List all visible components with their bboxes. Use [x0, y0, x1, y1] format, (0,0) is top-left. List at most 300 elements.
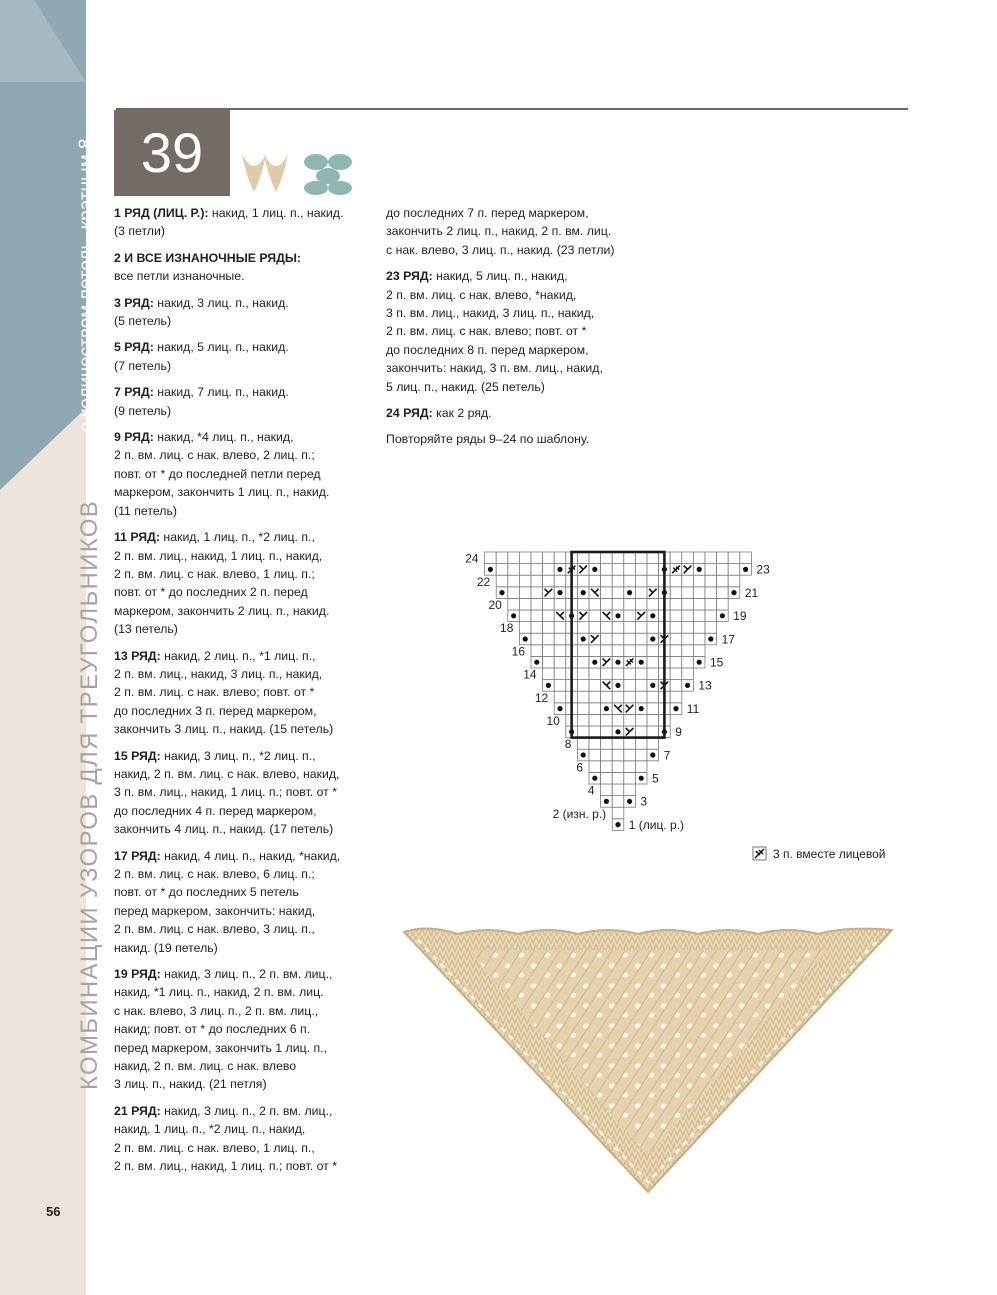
- chart-cell: [589, 749, 601, 761]
- chart-cell: [508, 575, 520, 587]
- chart-cell: [577, 703, 589, 715]
- chart-cell: [601, 691, 613, 703]
- row-label: 9 РЯД:: [114, 430, 154, 445]
- chart-cell: [519, 564, 531, 576]
- row-label: 2 И ВСЕ ИЗНАНОЧНЫЕ РЯДЫ:: [114, 250, 301, 265]
- instruction-line: перед маркером, закончить 1 лиц. п.,: [114, 1040, 327, 1055]
- chart-cell: [635, 575, 647, 587]
- yarn-over-symbol: [615, 822, 620, 827]
- pattern-number: 39: [114, 110, 230, 196]
- chart-cell: [612, 796, 624, 808]
- row-number: 9: [675, 725, 682, 740]
- difficulty-icons: [240, 152, 360, 196]
- chart-cell: [601, 564, 613, 576]
- chart-cell: [612, 633, 624, 645]
- chart-cell: [589, 622, 601, 634]
- instruction-paragraph: [114, 528, 376, 638]
- chart-cell: [554, 633, 566, 645]
- chart-cell: [577, 714, 589, 726]
- chart-cell: [554, 656, 566, 668]
- chart-cell: [624, 564, 636, 576]
- chart-cell: [705, 598, 717, 610]
- chart-cell: [624, 691, 636, 703]
- chart-cell: [635, 598, 647, 610]
- chart-cell: [647, 691, 659, 703]
- instruction-line: 2 п. вм. лиц., накид, 3 лиц. п., накид,: [114, 666, 323, 681]
- row-label: 13 РЯД:: [114, 648, 161, 663]
- chart-cell: [647, 738, 659, 750]
- chart-cell: [485, 552, 497, 564]
- yarn-over-symbol: [697, 567, 702, 572]
- chart-cell: [531, 564, 543, 576]
- instruction-paragraph: [386, 267, 648, 396]
- instruction-line: до последних 7 п. перед маркером,: [386, 206, 589, 220]
- yarn-over-symbol: [720, 613, 725, 618]
- chart-cell: [624, 668, 636, 680]
- chart-cell: [647, 622, 659, 634]
- chart-cell: [728, 552, 740, 564]
- chart-cell: [647, 714, 659, 726]
- chart-cell: [577, 668, 589, 680]
- row-number: 6: [576, 760, 583, 775]
- chart-cell: [717, 587, 729, 599]
- chart-cell: [508, 552, 520, 564]
- chart-cell: [705, 552, 717, 564]
- chart-cell: [647, 645, 659, 657]
- chart-cell: [624, 738, 636, 750]
- chart-cell: [601, 598, 613, 610]
- yarn-over-symbol: [615, 729, 620, 734]
- chart-cell: [589, 691, 601, 703]
- purl-stitch-icon: [304, 154, 352, 195]
- chart-cell: [531, 633, 543, 645]
- chart-cell: [496, 564, 508, 576]
- chart-cell: [717, 552, 729, 564]
- chart-cell: [519, 575, 531, 587]
- chart-cell: [531, 575, 543, 587]
- chart-cell: [682, 587, 694, 599]
- instruction-line: Повторяйте ряды 9–24 по шаблону.: [386, 432, 590, 447]
- chart-cell: [589, 714, 601, 726]
- yarn-over-symbol: [615, 683, 620, 688]
- instruction-line: как 2 ряд.: [432, 406, 492, 421]
- chart-cell: [601, 645, 613, 657]
- chart-cell: [624, 622, 636, 634]
- chart-cell: [612, 784, 624, 796]
- yarn-over-symbol: [592, 567, 597, 572]
- section-title: КОМБИНАЦИИ УЗОРОВ ДЛЯ ТРЕУГОЛЬНИКОВ: [76, 499, 103, 1090]
- chart-cell: [543, 575, 555, 587]
- chart-cell: [519, 598, 531, 610]
- chart-cell: [670, 575, 682, 587]
- yarn-over-symbol: [639, 776, 644, 781]
- instruction-line: накид, 5 лиц. п., накид.: [153, 340, 289, 355]
- chart-cell: [670, 622, 682, 634]
- row-number: 4: [587, 783, 595, 798]
- chart-cell: [705, 610, 717, 622]
- chart-cell: [589, 668, 601, 680]
- row-number: 24: [465, 551, 479, 566]
- instructions-left-column: [114, 204, 376, 1184]
- instruction-line: накид, 2 п. вм. лиц. с нак. влево, накид,: [114, 766, 340, 781]
- chart-cell: [647, 656, 659, 668]
- yarn-over-symbol: [639, 660, 644, 665]
- instruction-line: до последних 8 п. перед маркером,: [386, 342, 589, 357]
- row-number: 22: [476, 574, 491, 589]
- yarn-over-symbol: [557, 706, 562, 711]
- yarn-over-symbol: [731, 590, 736, 595]
- chart-cell: [682, 656, 694, 668]
- yarn-over-symbol: [650, 683, 655, 688]
- row-number: 17: [721, 632, 735, 647]
- chart-cell: [531, 552, 543, 564]
- chart-cell: [612, 645, 624, 657]
- chart-cell: [670, 691, 682, 703]
- chart-cell: [612, 564, 624, 576]
- chart-cell: [635, 726, 647, 738]
- header-rule: [116, 108, 908, 110]
- chart-cell: [693, 552, 705, 564]
- chart-cell: [635, 714, 647, 726]
- chart-cell: [635, 645, 647, 657]
- instruction-line: 2 п. вм. лиц., накид, 1 лиц. п., накид,: [114, 548, 323, 563]
- instruction-line: 2 п. вм. лиц. с нак. влево; повт. от *: [386, 324, 587, 339]
- chart-cell: [601, 633, 613, 645]
- chart-cell: [635, 633, 647, 645]
- row-label: 1 РЯД (ЛИЦ. Р.):: [114, 206, 209, 220]
- chart-cell: [635, 761, 647, 773]
- instruction-line: накид, 2 п. вм. лиц. с нак. влево: [114, 1059, 297, 1074]
- chart-cell: [682, 645, 694, 657]
- instruction-line: накид, *1 лиц. п., накид, 2 п. вм. лиц.: [114, 985, 324, 1000]
- row-number: 15: [710, 655, 724, 670]
- chart-cell: [670, 633, 682, 645]
- instruction-line: до последних 4 п. перед маркером,: [114, 803, 317, 818]
- instruction-line: маркером, закончить 2 лиц. п., накид.: [114, 603, 330, 618]
- chart-cell: [601, 772, 613, 784]
- row-label: 21 РЯД:: [114, 1103, 161, 1118]
- chart-cell: [543, 622, 555, 634]
- instruction-line: все петли изнаночные.: [114, 269, 245, 284]
- chart-cell: [554, 552, 566, 564]
- chart-cell: [670, 656, 682, 668]
- chart-cell: [589, 645, 601, 657]
- chart-cell: [601, 622, 613, 634]
- chart-cell: [717, 598, 729, 610]
- chart-cell: [508, 587, 520, 599]
- instruction-line: (11 петель): [114, 503, 177, 518]
- row-number: 20: [488, 598, 502, 612]
- yarn-over-symbol: [685, 683, 690, 688]
- section-subtitle: с количеством петель, кратным 8: [76, 138, 97, 432]
- instruction-line: закончить 3 лиц. п., накид. (15 петель): [114, 722, 334, 737]
- yarn-over-symbol: [592, 776, 597, 781]
- legend-label: 3 п. вместе лицевой: [773, 847, 886, 861]
- chart-cell: [589, 610, 601, 622]
- chart-cell: [577, 552, 589, 564]
- instruction-line: накид, 4 лиц. п., накид, *накид,: [160, 848, 341, 863]
- chart-cell: [554, 575, 566, 587]
- chart-cell: [635, 622, 647, 634]
- instruction-line: 2 п. вм. лиц. с нак. влево, *накид,: [386, 287, 577, 302]
- instruction-line: накид, 1 лиц. п., *2 лиц. п.,: [160, 530, 315, 545]
- chart-cell: [531, 645, 543, 657]
- chart-cell: [612, 622, 624, 634]
- chart-cell: [577, 575, 589, 587]
- row-number: 13: [698, 678, 712, 693]
- chart-cell: [496, 552, 508, 564]
- chart-cell: [577, 598, 589, 610]
- chart-cell: [682, 668, 694, 680]
- row-label: 3 РЯД:: [114, 295, 154, 310]
- instruction-line: 2 п. вм. лиц. с нак. влево, 2 лиц. п.;: [114, 448, 315, 463]
- chart-cell: [531, 622, 543, 634]
- row-label: 11 РЯД:: [114, 530, 161, 545]
- chart-cell: [705, 622, 717, 634]
- instruction-line: накид, 5 лиц. п., накид,: [432, 269, 568, 284]
- chart-cell: [624, 761, 636, 773]
- yarn-over-symbol: [708, 636, 713, 641]
- yarn-over-symbol: [604, 799, 609, 804]
- chart-cell: [612, 668, 624, 680]
- chart-cell: [589, 738, 601, 750]
- yarn-over-symbol: [523, 636, 528, 641]
- stitch-chart: [440, 545, 910, 905]
- yarn-over-symbol: [627, 799, 632, 804]
- chart-cell: [601, 668, 613, 680]
- chart-cell: [624, 749, 636, 761]
- instruction-line: 2 п. вм. лиц. с нак. влево, 3 лиц. п.,: [114, 922, 315, 937]
- chart-cell: [554, 691, 566, 703]
- chart-cell: [554, 668, 566, 680]
- chart-cell: [647, 575, 659, 587]
- row-label: 7 РЯД:: [114, 385, 154, 400]
- chart-cell: [624, 633, 636, 645]
- chart-cell: [612, 691, 624, 703]
- row-label: 17 РЯД:: [114, 848, 161, 863]
- instruction-line: 3 п. вм. лиц., накид, 1 лиц. п.; повт. от *: [114, 785, 338, 800]
- instruction-paragraph: [114, 847, 376, 957]
- chart-cell: [670, 680, 682, 692]
- chart-cell: [635, 552, 647, 564]
- chart-cell: [589, 761, 601, 773]
- instruction-line: повт. от * до последних 2 п. перед: [114, 585, 308, 600]
- yarn-over-symbol: [697, 660, 702, 665]
- instruction-paragraph: [114, 249, 376, 286]
- chart-cell: [670, 668, 682, 680]
- instruction-line: (9 петель): [114, 403, 172, 418]
- chart-cell: [705, 564, 717, 576]
- row-number: 19: [733, 609, 747, 624]
- yarn-over-symbol: [546, 683, 551, 688]
- chart-cell: [543, 668, 555, 680]
- instruction-line: накид, 7 лиц. п., накид.: [153, 385, 289, 400]
- yarn-over-symbol: [673, 706, 678, 711]
- instruction-line: (3 петли): [114, 224, 165, 239]
- chart-cell: [589, 680, 601, 692]
- chart-cell: [543, 564, 555, 576]
- instruction-line: накид, 1 лиц. п., *2 лиц. п., накид,: [114, 1122, 306, 1137]
- instruction-line: с нак. влево, 3 лиц. п., накид. (23 петли): [386, 242, 615, 257]
- yarn-over-symbol: [511, 613, 516, 618]
- instruction-paragraph: [386, 204, 648, 259]
- chart-cell: [635, 738, 647, 750]
- chart-cell: [601, 738, 613, 750]
- yarn-over-symbol: [499, 590, 504, 595]
- chart-cell: [624, 784, 636, 796]
- instruction-line: накид, 1 лиц. п., накид.: [208, 206, 344, 220]
- instruction-line: закончить: накид, 3 п. вм. лиц., накид,: [386, 361, 603, 376]
- row-number: 11: [686, 701, 700, 716]
- row-number: 23: [756, 562, 770, 577]
- chart-cell: [624, 598, 636, 610]
- chart-cell: [543, 610, 555, 622]
- chart-cell: [601, 784, 613, 796]
- row-number: 5: [652, 771, 659, 786]
- chart-cell: [612, 598, 624, 610]
- chart-cell: [670, 645, 682, 657]
- row-number: 10: [546, 714, 560, 728]
- row-number: 16: [511, 644, 525, 659]
- row-number: 8: [564, 737, 572, 752]
- chart-cell: [601, 726, 613, 738]
- chart-cell: [612, 738, 624, 750]
- row-label: 15 РЯД:: [114, 748, 161, 763]
- instruction-line: (13 петель): [114, 622, 178, 637]
- chart-cell: [519, 552, 531, 564]
- chart-cell: [647, 703, 659, 715]
- instruction-line: закончить 4 лиц. п., накид. (17 петель): [114, 822, 334, 837]
- chart-cell: [601, 575, 613, 587]
- instruction-line: закончить 2 лиц. п., накид, 2 п. вм. лиц.: [386, 224, 612, 239]
- yarn-over-symbol: [650, 636, 655, 641]
- chart-cell: [693, 633, 705, 645]
- chart-cell: [693, 610, 705, 622]
- chart-cell: [682, 598, 694, 610]
- row-label: 19 РЯД:: [114, 967, 161, 982]
- chart-cell: [728, 575, 740, 587]
- yarn-over-symbol: [627, 590, 632, 595]
- chart-cell: [635, 749, 647, 761]
- chart-cell: [612, 807, 624, 819]
- chart-cell: [693, 622, 705, 634]
- chart-cell: [624, 680, 636, 692]
- row-number: 7: [663, 748, 671, 763]
- yarn-over-symbol: [581, 590, 586, 595]
- instruction-line: накид. (19 петель): [114, 940, 218, 955]
- row-number: 18: [500, 621, 514, 636]
- chart-cell: [554, 598, 566, 610]
- chart-cell: [601, 749, 613, 761]
- row-number: 14: [523, 667, 537, 682]
- instruction-paragraph: [114, 383, 376, 420]
- chart-cell: [612, 714, 624, 726]
- chart-cell: [612, 575, 624, 587]
- instruction-paragraph: [114, 647, 376, 739]
- instruction-paragraph: [114, 294, 376, 331]
- chart-cell: [624, 714, 636, 726]
- instruction-line: накид, *4 лиц. п., накид,: [153, 430, 294, 445]
- chart-cell: [531, 587, 543, 599]
- chart-cell: [577, 726, 589, 738]
- instruction-line: 2 п. вм. лиц. с нак. влево, 6 лиц. п.;: [114, 867, 315, 881]
- yarn-over-symbol: [557, 567, 562, 572]
- chart-cell: [589, 552, 601, 564]
- yarn-over-symbol: [743, 567, 748, 572]
- yarn-over-symbol: [650, 613, 655, 618]
- chart-cell: [577, 622, 589, 634]
- chart-cell: [508, 564, 520, 576]
- row-number: 12: [534, 690, 549, 705]
- chart-cell: [601, 587, 613, 599]
- chart-cell: [693, 645, 705, 657]
- chart-cell: [717, 564, 729, 576]
- chart-cell: [717, 575, 729, 587]
- chart-cell: [577, 680, 589, 692]
- yarn-over-symbol: [534, 660, 539, 665]
- chart-cell: [670, 598, 682, 610]
- row-number: 1 (лиц. р.): [628, 817, 685, 832]
- instruction-line: повт. от * до последней петли перед: [114, 466, 321, 481]
- instruction-line: 3 лиц. п., накид. (21 петля): [114, 1077, 267, 1092]
- chart-cell: [670, 610, 682, 622]
- instruction-line: накид; повт. от * до последних 6 п.: [114, 1022, 311, 1037]
- instruction-paragraph: [114, 338, 376, 375]
- chart-cell: [496, 575, 508, 587]
- row-number: 21: [744, 585, 759, 600]
- yarn-over-symbol: [650, 752, 655, 757]
- chart-cell: [612, 552, 624, 564]
- chart-cell: [647, 598, 659, 610]
- chart-cell: [508, 598, 520, 610]
- chart-cell: [670, 552, 682, 564]
- instruction-line: (7 петель): [114, 358, 172, 373]
- yarn-over-symbol: [557, 590, 562, 595]
- chart-cell: [589, 703, 601, 715]
- shawl-swatch-photo: [398, 920, 898, 1200]
- row-label: 24 РЯД:: [386, 406, 433, 421]
- yarn-over-symbol: [615, 660, 620, 665]
- yarn-over-symbol: [581, 636, 586, 641]
- instruction-line: накид, 2 лиц. п., *1 лиц. п.,: [160, 648, 316, 663]
- instruction-paragraph: [386, 404, 648, 422]
- yarn-over-symbol: [615, 613, 620, 618]
- knit-stitch-icon: [242, 154, 288, 192]
- instruction-line: (5 петель): [114, 314, 172, 329]
- chart-cell: [682, 575, 694, 587]
- instruction-line: 5 лиц. п., накид. (25 петель): [386, 379, 545, 394]
- chart-cell: [635, 680, 647, 692]
- sidebar-corner-band: [0, 0, 86, 490]
- chart-cell: [612, 749, 624, 761]
- instruction-line: до последних 3 п. перед маркером,: [114, 703, 317, 718]
- instruction-line: накид, 3 лиц. п., 2 п. вм. лиц.,: [160, 1103, 333, 1118]
- chart-cell: [624, 575, 636, 587]
- chart-cell: [543, 656, 555, 668]
- chart-cell: [612, 761, 624, 773]
- instruction-paragraph: [114, 747, 376, 839]
- chart-cell: [624, 645, 636, 657]
- instruction-line: 2 п. вм. лиц. с нак. влево, 1 лиц. п.;: [114, 566, 315, 581]
- chart-cell: [554, 622, 566, 634]
- instruction-paragraph: [114, 1102, 376, 1176]
- instruction-line: накид, 3 лиц. п., 2 п. вм. лиц.,: [160, 967, 333, 982]
- chart-cell: [635, 564, 647, 576]
- chart-cell: [519, 587, 531, 599]
- row-label: 23 РЯД:: [386, 269, 433, 284]
- chart-cell: [601, 761, 613, 773]
- chart-cell: [519, 622, 531, 634]
